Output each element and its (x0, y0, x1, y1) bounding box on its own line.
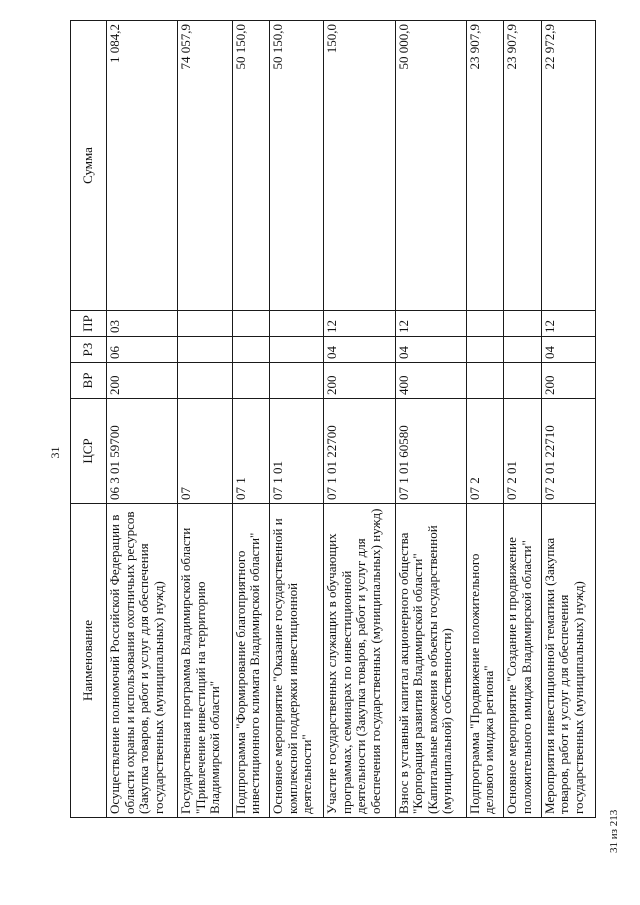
cell-pr: 12 (395, 311, 466, 337)
header-sum: Сумма (71, 21, 107, 311)
cell-vr: 200 (324, 363, 395, 399)
cell-sum: 150,0 (324, 21, 395, 311)
cell-pr: 12 (324, 311, 395, 337)
cell-name: Взнос в уставный капитал акционерного общества "Корпорация развития Владимирской области" (Капитальные вложения в объекты государственной (муниципальной) собственности) (395, 504, 466, 818)
page-footer: 31 из 213 (608, 809, 620, 853)
table-row (107, 21, 178, 818)
cell-pr: 03 (107, 311, 178, 337)
cell-sum: 50 150,0 (269, 21, 323, 311)
cell-csr: 07 1 (232, 399, 269, 504)
cell-csr: 06 3 01 59700 (107, 399, 178, 504)
cell-sum: 50 150,0 (232, 21, 269, 311)
cell-vr (178, 363, 232, 399)
table-header-row (71, 21, 107, 818)
cell-rz (269, 337, 323, 363)
header-vr: ВР (71, 363, 107, 399)
cell-csr: 07 (178, 399, 232, 504)
cell-csr: 07 1 01 (269, 399, 323, 504)
cell-csr: 07 2 01 22710 (541, 399, 595, 504)
cell-rz: 04 (541, 337, 595, 363)
cell-name: Государственная программа Владимирской области "Привлечение инвестиций на территорию Владимирской области" (178, 504, 232, 818)
cell-sum: 23 907,9 (504, 21, 541, 311)
cell-name: Основное мероприятие "Создание и продвижение положительного имиджа Владимирской области" (504, 504, 541, 818)
cell-name: Мероприятия инвестиционной тематики (Закупка товаров, работ и услуг для обеспечения государственных (муниципальных) нужд) (541, 504, 595, 818)
cell-sum: 23 907,9 (466, 21, 503, 311)
cell-rz (178, 337, 232, 363)
cell-name: Основное мероприятие "Оказание государственной и комплексной поддержки инвестиционной деятельности" (269, 504, 323, 818)
cell-name: Осуществление полномочий Российской Федерации в области охраны и использования охотничьих ресурсов (Закупка товаров, работ и услуг для обеспечения государственных (муниципальных) нужд) (107, 504, 178, 818)
table-row (178, 21, 232, 818)
cell-rz (466, 337, 503, 363)
cell-rz (504, 337, 541, 363)
cell-pr (269, 311, 323, 337)
cell-vr (504, 363, 541, 399)
cell-rz: 04 (395, 337, 466, 363)
header-name: Наименование (71, 504, 107, 818)
cell-pr (232, 311, 269, 337)
cell-sum: 50 000,0 (395, 21, 466, 311)
cell-rz: 06 (107, 337, 178, 363)
cell-vr (269, 363, 323, 399)
cell-pr (178, 311, 232, 337)
table-row (232, 21, 269, 818)
cell-vr: 200 (107, 363, 178, 399)
cell-sum: 22 972,9 (541, 21, 595, 311)
budget-table (70, 20, 596, 818)
cell-vr: 400 (395, 363, 466, 399)
header-csr: ЦСР (71, 399, 107, 504)
header-rz: РЗ (71, 337, 107, 363)
table-row (324, 21, 395, 818)
cell-csr: 07 2 (466, 399, 503, 504)
cell-rz (232, 337, 269, 363)
table-row (504, 21, 541, 818)
cell-rz: 04 (324, 337, 395, 363)
cell-vr (232, 363, 269, 399)
cell-pr: 12 (541, 311, 595, 337)
cell-pr (466, 311, 503, 337)
cell-vr: 200 (541, 363, 595, 399)
cell-sum: 1 084,2 (107, 21, 178, 311)
table-row (466, 21, 503, 818)
cell-pr (504, 311, 541, 337)
cell-sum: 74 057,9 (178, 21, 232, 311)
cell-vr (466, 363, 503, 399)
table-row (269, 21, 323, 818)
page-number: 31 (48, 446, 62, 459)
cell-csr: 07 1 01 22700 (324, 399, 395, 504)
cell-csr: 07 2 01 (504, 399, 541, 504)
cell-csr: 07 1 01 60580 (395, 399, 466, 504)
header-pr: ПР (71, 311, 107, 337)
cell-name: Подпрограмма "Продвижение положительного делового имиджа региона" (466, 504, 503, 818)
cell-name: Участие государственных служащих в обучающих программах, семинарах по инвестиционной деятельности (Закупка товаров, работ и услуг для обеспечения государственных (муниципальных) нужд) (324, 504, 395, 818)
table-row (541, 21, 595, 818)
table-row (395, 21, 466, 818)
cell-name: Подпрограмма "Формирование благоприятного инвестиционного климата Владимирской области" (232, 504, 269, 818)
